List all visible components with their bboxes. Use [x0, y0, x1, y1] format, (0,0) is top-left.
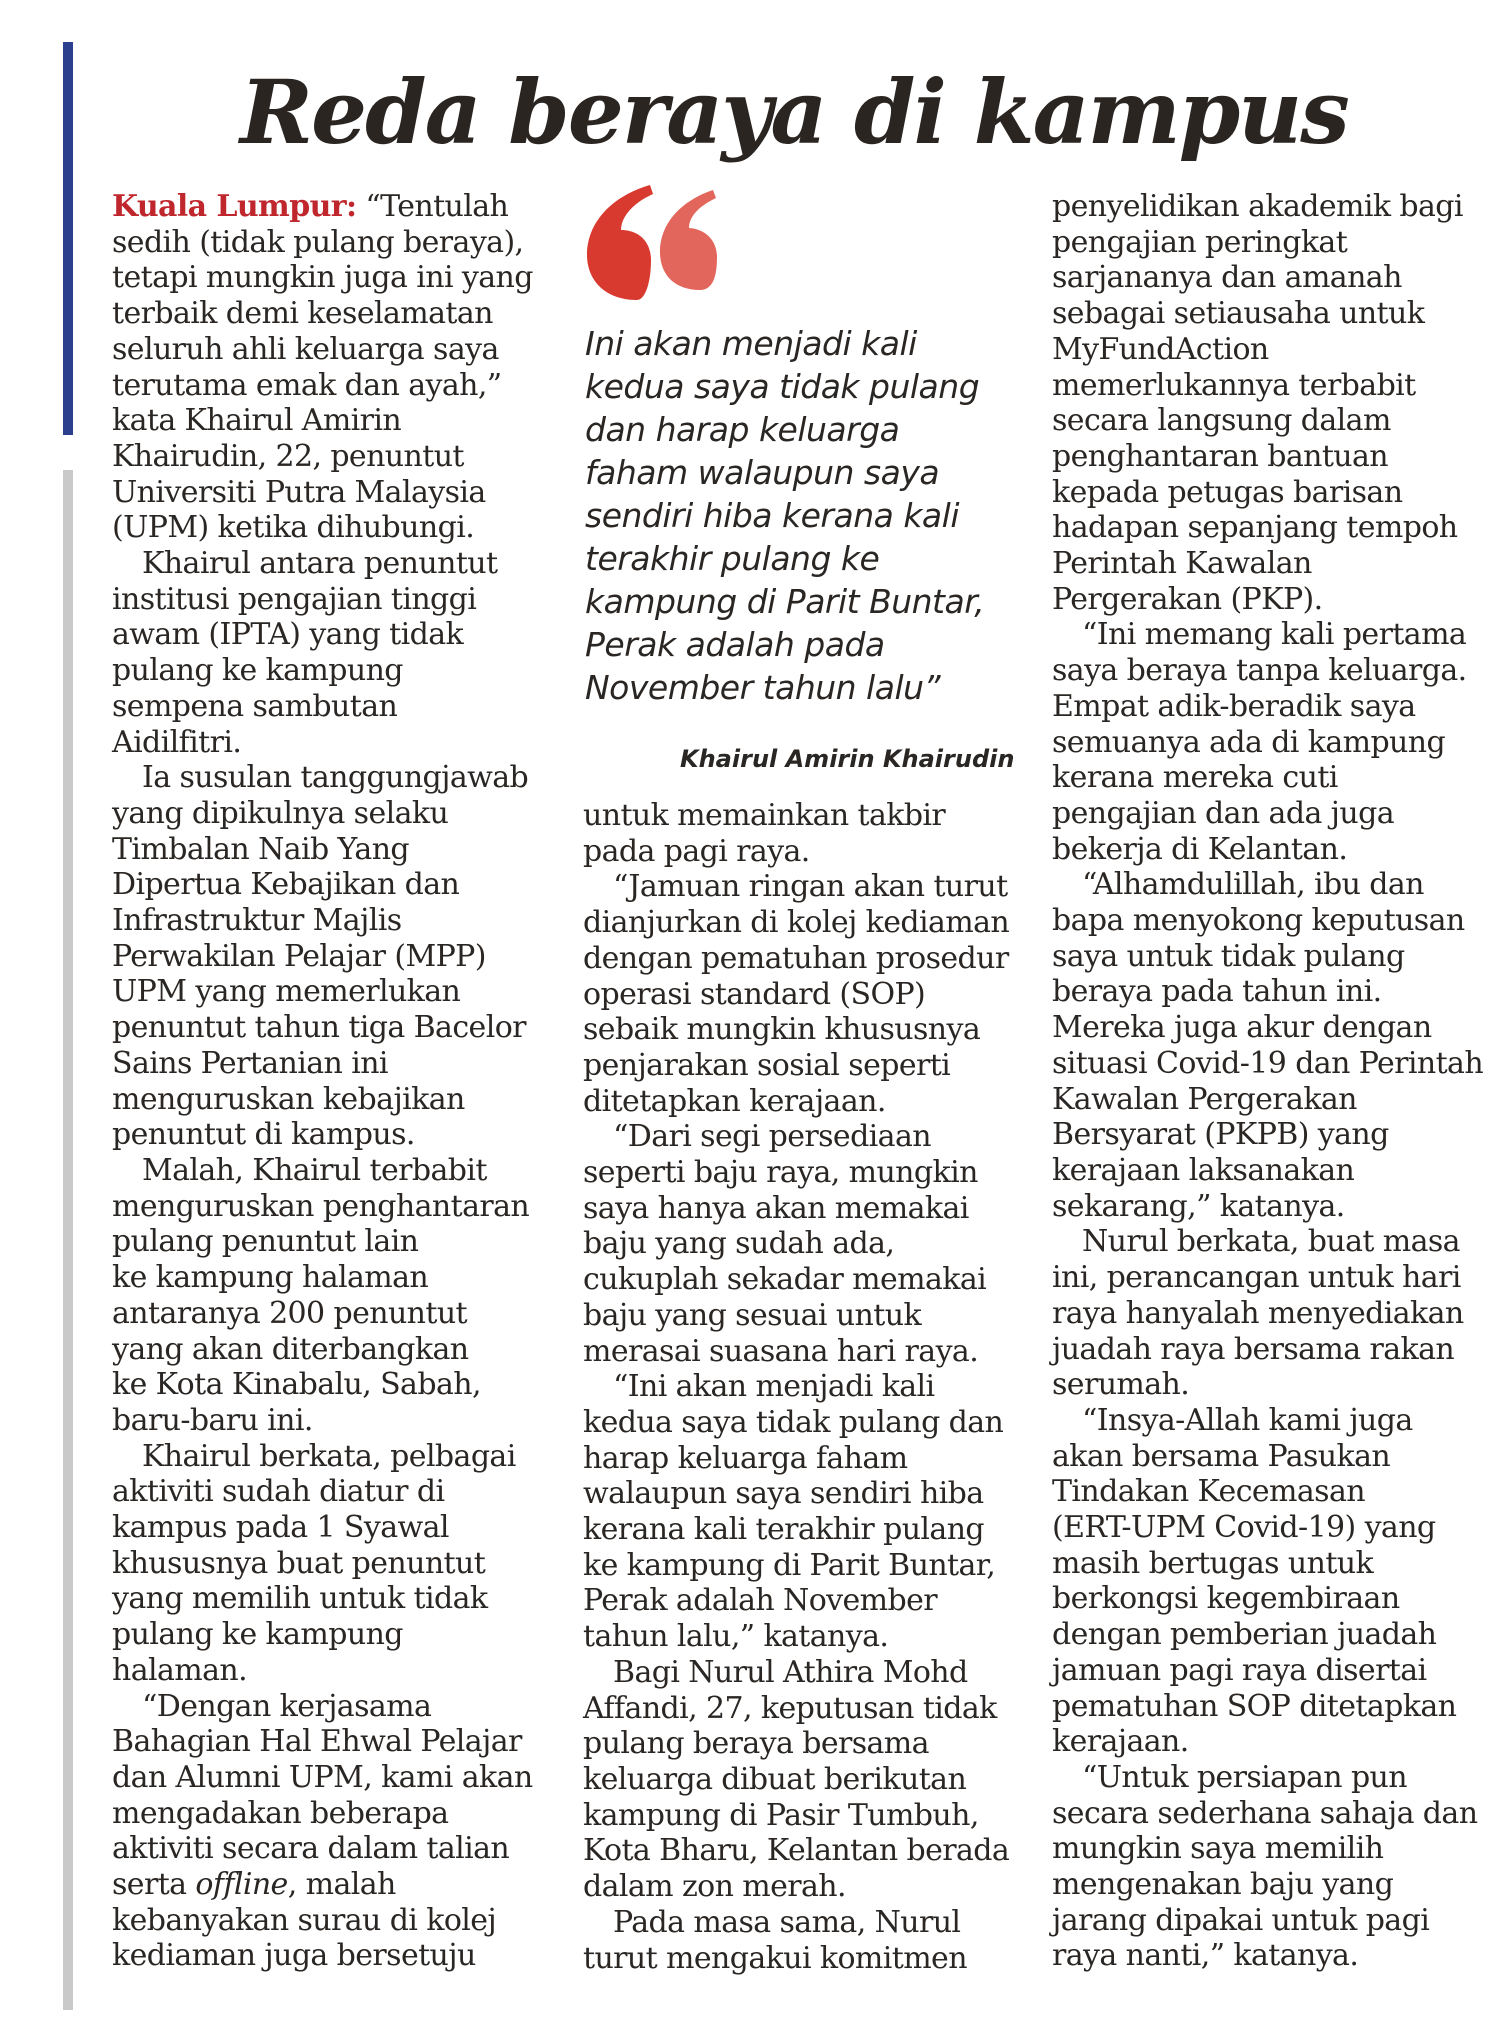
- text-line: yang memilih untuk tidak: [112, 1581, 488, 1617]
- headline: Reda beraya di kampus: [240, 60, 1348, 164]
- text-line: pulang beraya bersama: [583, 1726, 929, 1762]
- text-line: (ERT-UPM Covid-19) yang: [1052, 1510, 1436, 1546]
- text-line: dengan pemberian juadah: [1052, 1617, 1437, 1653]
- text-line: Pergerakan (PKP).: [1052, 581, 1323, 617]
- pull-quote-line: kampung di Parit Buntar,: [585, 582, 985, 621]
- text-line: aktiviti secara dalam talian: [112, 1831, 510, 1867]
- text-line: sebagai setiausaha untuk: [1052, 296, 1425, 332]
- text-line: penuntut tahun tiga Bacelor: [112, 1010, 526, 1046]
- text-line: ke kampung di Parit Buntar,: [583, 1547, 996, 1583]
- text-line: turut mengakui komitmen: [583, 1940, 967, 1976]
- paragraph: [583, 1119, 1023, 1369]
- text-line: Sains Pertanian ini: [112, 1045, 388, 1081]
- text-line: [112, 189, 547, 225]
- paragraph: [583, 1369, 1023, 1655]
- paragraph: [583, 1905, 1023, 1976]
- text-line: kerana mereka cuti: [1052, 760, 1338, 796]
- text-line: sekarang,” katanya.: [1052, 1188, 1345, 1224]
- pull-quote-line: kedua saya tidak pulang: [585, 367, 980, 406]
- text-line: Empat adik-beradik saya: [1052, 688, 1416, 724]
- text-line: baru-baru ini.: [112, 1402, 313, 1438]
- text-line: pengajian dan ada juga: [1052, 795, 1394, 831]
- text-line: pematuhan SOP ditetapkan: [1052, 1688, 1457, 1724]
- text-line: untuk memainkan takbir: [583, 798, 946, 833]
- text-line: tetapi mungkin juga ini yang: [112, 260, 533, 296]
- quote-mark-icon: [585, 180, 720, 310]
- text-line: Infrastruktur Majlis: [112, 903, 402, 939]
- paragraph: [112, 189, 547, 546]
- paragraph: [112, 1153, 547, 1439]
- text-line: cukuplah sekadar memakai: [583, 1262, 987, 1298]
- text-line: pulang ke kampung: [112, 1617, 403, 1653]
- text-line: Tindakan Kecemasan: [1052, 1474, 1365, 1510]
- emphasis-word: offline: [195, 1867, 288, 1903]
- text-line: pengajian peringkat: [1052, 224, 1348, 260]
- text-line: Khairudin, 22, penuntut: [112, 438, 464, 474]
- text-line: kediaman juga bersetuju: [112, 1938, 476, 1974]
- text-line: Dipertua Kebajikan dan: [112, 867, 460, 903]
- text-line: “Dari segi persediaan: [613, 1119, 931, 1155]
- text-line: “Tentulah: [365, 189, 509, 224]
- text-line: Malah, Khairul terbabit: [142, 1152, 487, 1188]
- text-line: sebaik mungkin khususnya: [583, 1012, 981, 1048]
- text-line: mungkin saya memilih: [1052, 1831, 1384, 1867]
- text-line: Perintah Kawalan: [1052, 546, 1312, 582]
- text-line: keluarga dibuat berikutan: [583, 1761, 967, 1797]
- text-line: sarjananya dan amanah: [1052, 260, 1402, 296]
- text-line: Pada masa sama, Nurul: [613, 1904, 961, 1940]
- text-line: serumah.: [1052, 1367, 1190, 1403]
- pull-quote-line: faham walaupun saya: [585, 453, 940, 492]
- text-line: jarang dipakai untuk pagi: [1052, 1902, 1430, 1938]
- pull-quote-line: terakhir pulang ke: [585, 539, 880, 578]
- column-rule: [63, 470, 73, 2010]
- text-line: “Insya-Allah kami juga: [1082, 1402, 1413, 1438]
- text-line: “Ini akan menjadi kali: [613, 1369, 935, 1405]
- paragraph: [583, 798, 1023, 869]
- text-line: sedih (tidak pulang beraya),: [112, 224, 524, 260]
- article-column-1: [112, 189, 547, 1974]
- text-line: menguruskan kebajikan: [112, 1081, 465, 1117]
- text-line: UPM yang memerlukan: [112, 974, 461, 1010]
- text-line: yang akan diterbangkan: [112, 1331, 469, 1367]
- text-line: penghantaran bantuan: [1052, 438, 1389, 474]
- text-line: kata Khairul Amirin: [112, 403, 402, 439]
- text-line: masih bertugas untuk: [1052, 1545, 1374, 1581]
- text-line: kampung di Pasir Tumbuh,: [583, 1797, 979, 1833]
- text-line: “Dengan kerjasama: [142, 1688, 432, 1724]
- text-line: kepada petugas barisan: [1052, 474, 1403, 510]
- text-line: semuanya ada di kampung: [1052, 724, 1446, 760]
- paragraph: [1052, 867, 1492, 1224]
- pull-quote-attribution: Khairul Amirin Khairudin: [680, 745, 1015, 773]
- text-line: pulang ke kampung: [112, 653, 403, 689]
- text-line: Khairul berkata, pelbagai: [142, 1438, 516, 1474]
- text-line: yang dipikulnya selaku: [112, 795, 449, 831]
- text-line: halaman.: [112, 1652, 248, 1688]
- paragraph: [583, 869, 1023, 1119]
- paragraph: [1052, 1760, 1492, 1974]
- text-line: memerlukannya terbabit: [1052, 367, 1416, 403]
- text-line: antaranya 200 penuntut: [112, 1295, 468, 1331]
- paragraph: [1052, 617, 1492, 867]
- text-line: raya nanti,” katanya.: [1052, 1938, 1359, 1974]
- text-line: Khairul antara penuntut: [142, 546, 498, 582]
- text-line: pulang penuntut lain: [112, 1224, 419, 1260]
- text-line: dalam zon merah.: [583, 1869, 846, 1905]
- text-line: seluruh ahli keluarga saya: [112, 331, 499, 367]
- text-line: Timbalan Naib Yang: [112, 831, 410, 867]
- pull-quote-line: Ini akan menjadi kali: [585, 324, 917, 363]
- text-line: kampus pada 1 Syawal: [112, 1510, 449, 1546]
- text-line: Universiti Putra Malaysia: [112, 474, 486, 510]
- text-line: ke kampung halaman: [112, 1260, 429, 1296]
- text-line: raya hanyalah menyediakan: [1052, 1295, 1464, 1331]
- text-line: hadapan sepanjang tempoh: [1052, 510, 1458, 546]
- text-line: penuntut di kampus.: [112, 1117, 415, 1153]
- text-line: baju yang sesuai untuk: [583, 1297, 922, 1333]
- text-line: ke Kota Kinabalu, Sabah,: [112, 1367, 481, 1403]
- text-line: beraya pada tahun ini.: [1052, 974, 1382, 1010]
- text-line: Bagi Nurul Athira Mohd: [613, 1654, 968, 1690]
- text-line: dianjurkan di kolej kediaman: [583, 905, 1010, 941]
- text-line: terutama emak dan ayah,”: [112, 367, 502, 403]
- paragraph: [112, 760, 547, 1153]
- text-line: tahun lalu,” katanya.: [583, 1619, 889, 1655]
- text-line: Kawalan Pergerakan: [1052, 1081, 1357, 1117]
- text-line: Ia susulan tanggungjawab: [142, 760, 529, 796]
- text-line: saya beraya tanpa keluarga.: [1052, 653, 1467, 689]
- text-line: secara langsung dalam: [1052, 403, 1391, 439]
- text-line: institusi pengajian tinggi: [112, 581, 477, 617]
- text-line: kerana kali terakhir pulang: [583, 1512, 985, 1548]
- text-line: jamuan pagi raya disertai: [1052, 1652, 1427, 1688]
- text-line: kerajaan.: [1052, 1724, 1189, 1760]
- text-line: khususnya buat penuntut: [112, 1545, 486, 1581]
- text-line: saya hanya akan memakai: [583, 1190, 969, 1226]
- text-line: seperti baju raya, mungkin: [583, 1155, 978, 1191]
- paragraph: [1052, 189, 1492, 617]
- text-line: sempena sambutan: [112, 688, 398, 724]
- text-line: berkongsi kegembiraan: [1052, 1581, 1400, 1617]
- text-line: (UPM) ketika dihubungi.: [112, 510, 475, 546]
- text-line: Kota Bharu, Kelantan berada: [583, 1833, 1010, 1869]
- text-line: dengan pematuhan prosedur: [583, 940, 1009, 976]
- text-line: terbaik demi keselamatan: [112, 296, 493, 332]
- text-line: operasi standard (SOP): [583, 976, 926, 1012]
- paragraph: [1052, 1224, 1492, 1403]
- text-line: penjarakan sosial seperti: [583, 1047, 951, 1083]
- text-line: kebanyakan surau di kolej: [112, 1902, 497, 1938]
- text-line: Bersyarat (PKPB) yang: [1052, 1117, 1389, 1153]
- text-line: Bahagian Hal Ehwal Pelajar: [112, 1724, 522, 1760]
- text-line: “Alhamdulillah, ibu dan: [1082, 867, 1424, 903]
- text-line: harap keluarga faham: [583, 1440, 908, 1476]
- text-line: MyFundAction: [1052, 331, 1269, 367]
- text-line: baju yang sudah ada,: [583, 1226, 895, 1262]
- text-line: [112, 1867, 547, 1903]
- text-line: saya untuk tidak pulang: [1052, 938, 1405, 974]
- text-line: aktiviti sudah diatur di: [112, 1474, 445, 1510]
- text-line: pada pagi raya.: [583, 833, 810, 869]
- accent-bar: [63, 42, 73, 435]
- article-column-2: [583, 798, 1023, 1976]
- text-line: juadah raya bersama rakan: [1052, 1331, 1455, 1367]
- text-line: bekerja di Kelantan.: [1052, 831, 1348, 867]
- text-line: akan bersama Pasukan: [1052, 1438, 1391, 1474]
- pull-quote-line: November tahun lalu”: [585, 668, 941, 707]
- text-line: walaupun saya sendiri hiba: [583, 1476, 984, 1512]
- paragraph: [112, 546, 547, 760]
- text-line: mengadakan beberapa: [112, 1795, 449, 1831]
- text-line: secara sederhana sahaja dan: [1052, 1795, 1478, 1831]
- text-line: “Jamuan ringan akan turut: [613, 869, 1008, 905]
- text-line: “Untuk persiapan pun: [1082, 1759, 1408, 1795]
- text-fragment: , malah: [287, 1867, 396, 1903]
- text-line: kerajaan laksanakan: [1052, 1152, 1355, 1188]
- paragraph: [112, 1689, 547, 1975]
- text-line: menguruskan penghantaran: [112, 1188, 530, 1224]
- text-line: ini, perancangan untuk hari: [1052, 1260, 1461, 1296]
- text-line: merasai suasana hari raya.: [583, 1333, 979, 1369]
- text-line: dan Alumni UPM, kami akan: [112, 1759, 533, 1795]
- text-line: bapa menyokong keputusan: [1052, 903, 1465, 939]
- text-line: Perak adalah November: [583, 1583, 938, 1619]
- paragraph: [1052, 1403, 1492, 1760]
- dateline: Kuala Lumpur:: [112, 189, 357, 224]
- text-line: kedua saya tidak pulang dan: [583, 1404, 1004, 1440]
- text-fragment: serta: [112, 1867, 196, 1903]
- text-line: penyelidikan akademik bagi: [1052, 189, 1463, 224]
- paragraph: [583, 1655, 1023, 1905]
- text-line: awam (IPTA) yang tidak: [112, 617, 464, 653]
- text-line: ditetapkan kerajaan.: [583, 1083, 886, 1119]
- pull-quote-line: sendiri hiba kerana kali: [585, 496, 959, 535]
- pull-quote: [585, 322, 1025, 709]
- text-line: Affandi, 27, keputusan tidak: [583, 1690, 997, 1726]
- text-line: Nurul berkata, buat masa: [1082, 1224, 1460, 1260]
- text-line: Perwakilan Pelajar (MPP): [112, 938, 486, 974]
- pull-quote-line: dan harap keluarga: [585, 410, 900, 449]
- text-line: mengenakan baju yang: [1052, 1867, 1394, 1903]
- paragraph: [112, 1439, 547, 1689]
- pull-quote-line: Perak adalah pada: [585, 625, 885, 664]
- text-line: Aidilfitri.: [112, 724, 242, 760]
- article-column-3: [1052, 189, 1492, 1974]
- text-line: Mereka juga akur dengan: [1052, 1010, 1432, 1046]
- text-line: situasi Covid-19 dan Perintah: [1052, 1045, 1484, 1081]
- text-line: “Ini memang kali pertama: [1082, 617, 1467, 653]
